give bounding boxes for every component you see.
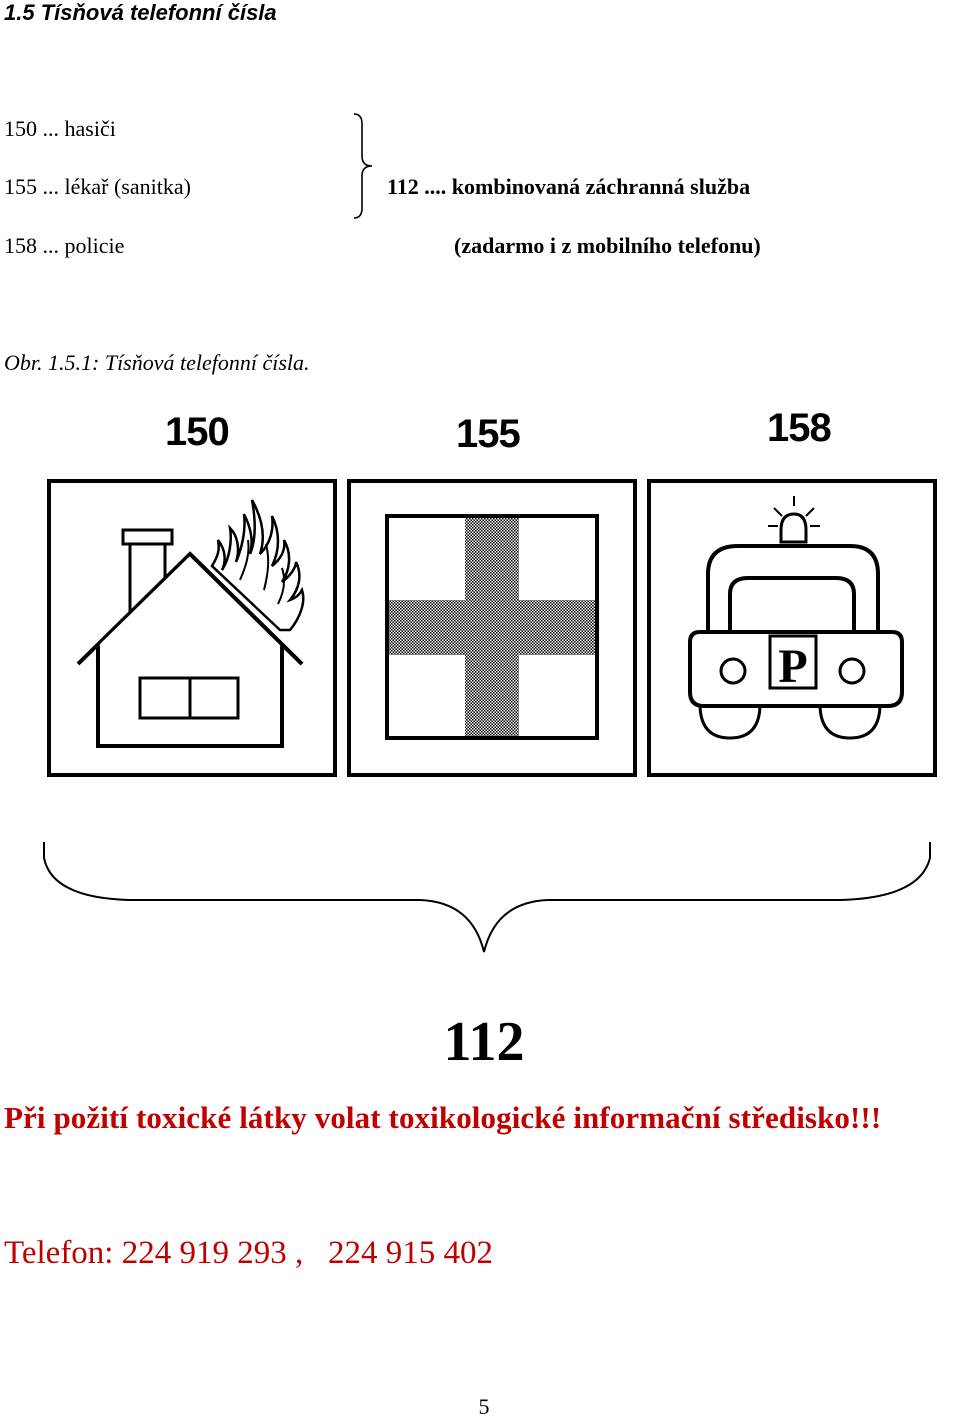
number-service: lékař (sanitka) xyxy=(64,174,191,199)
toxic-info-phone: Telefon: 224 919 293 , 224 915 402 xyxy=(4,1235,493,1271)
combined-number: 112 xyxy=(443,1011,525,1073)
combined-service-line: 112 .... kombinovaná záchranná služba xyxy=(387,174,751,199)
number-separator: ... xyxy=(42,116,59,141)
large-brace-icon xyxy=(40,840,940,960)
red-cross-icon xyxy=(349,481,635,775)
number-service: policie xyxy=(64,233,125,258)
figure-caption: Obr. 1.5.1: Tísňová telefonní čísla. xyxy=(4,350,310,375)
number-separator: ... xyxy=(42,233,59,258)
panel-number-158: 158 xyxy=(767,406,831,450)
number-line-150 xyxy=(4,116,116,142)
number-code: 150 xyxy=(4,116,37,141)
page-number: 5 xyxy=(478,1394,490,1419)
section-title: 1.5 Tísňová telefonní čísla xyxy=(4,0,277,25)
combined-service-note: (zadarmo i z mobilního telefonu) xyxy=(454,233,761,258)
number-code: 158 xyxy=(4,233,37,258)
number-line-155 xyxy=(4,174,191,200)
small-brace-icon xyxy=(350,112,380,220)
number-code: 155 xyxy=(4,174,37,199)
number-line-158 xyxy=(4,233,124,259)
number-service: hasiči xyxy=(64,116,116,141)
number-separator: ... xyxy=(42,174,59,199)
emergency-icons-figure xyxy=(40,470,940,790)
panel-number-150: 150 xyxy=(165,410,229,454)
panel-number-155: 155 xyxy=(456,412,520,456)
police-car-icon xyxy=(649,481,935,775)
burning-house-icon xyxy=(49,481,335,775)
toxic-warning: Při požití toxické látky volat toxikologické informační středisko!!! xyxy=(4,1100,882,1135)
plate-letter: P xyxy=(778,640,808,693)
